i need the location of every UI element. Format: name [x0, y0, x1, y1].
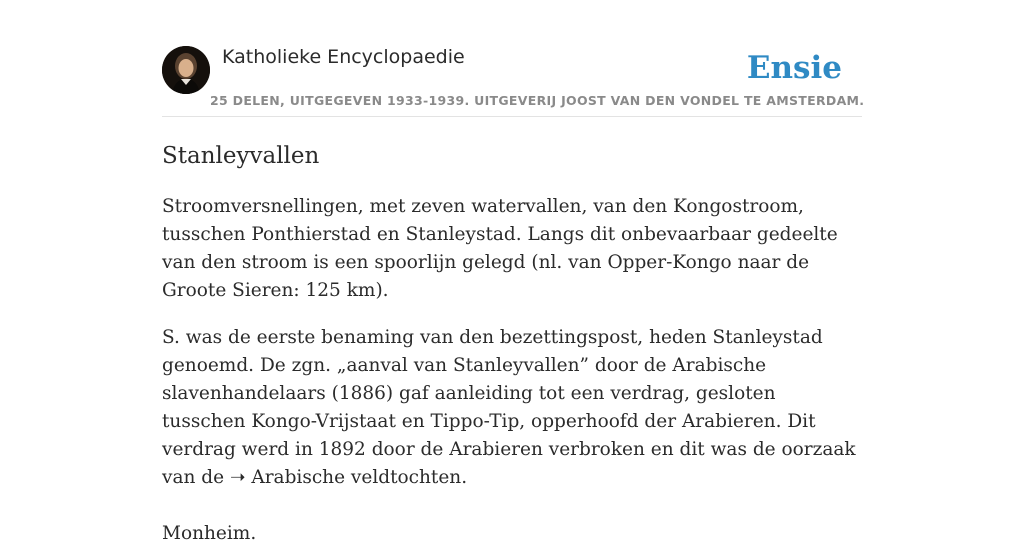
entry-paragraph: Stroomversnellingen, met zeven watervallen, van den Kongostroom, tusschen Ponthierstad en Stanleystad. Langs dit onbevaarbaar gedeelte van den stroom is een spoorlijn gelegd (nl. van Opper-Kongo naar de Groote Sieren: 125 km).: [162, 196, 838, 301]
avatar[interactable]: [162, 46, 210, 94]
entry-paragraph: S. was de eerste benaming van den bezettingspost, heden Stanleystad genoemd. De zgn. „aanval van Stanleyvallen” door de Arabische slavenhandelaars (1886) gaf aanleiding tot een verdrag, gesloten tusschen Kongo-Vrijstaat en Tippo-Tip, opperhoofd der Arabieren. Dit verdrag werd in 1892 door de Arabieren verbroken en dit was de oorzaak van de ➝ Arabische veldtochten.: [162, 327, 856, 488]
source-header: [162, 0, 865, 117]
source-subtitle: 25 DELEN, UITGEGEVEN 1933-1939. UITGEVERIJ JOOST VAN DEN VONDEL TE AMSTERDAM.: [210, 93, 865, 108]
entry-author-signature: Monheim.: [162, 523, 257, 544]
portrait-avatar-icon: [162, 46, 210, 94]
source-title[interactable]: Katholieke Encyclopaedie: [222, 46, 465, 68]
entry-title: Stanleyvallen: [162, 143, 320, 169]
brand-logo-link[interactable]: Ensie: [746, 50, 842, 86]
entry-body: [162, 193, 862, 548]
page-container: [162, 0, 865, 548]
